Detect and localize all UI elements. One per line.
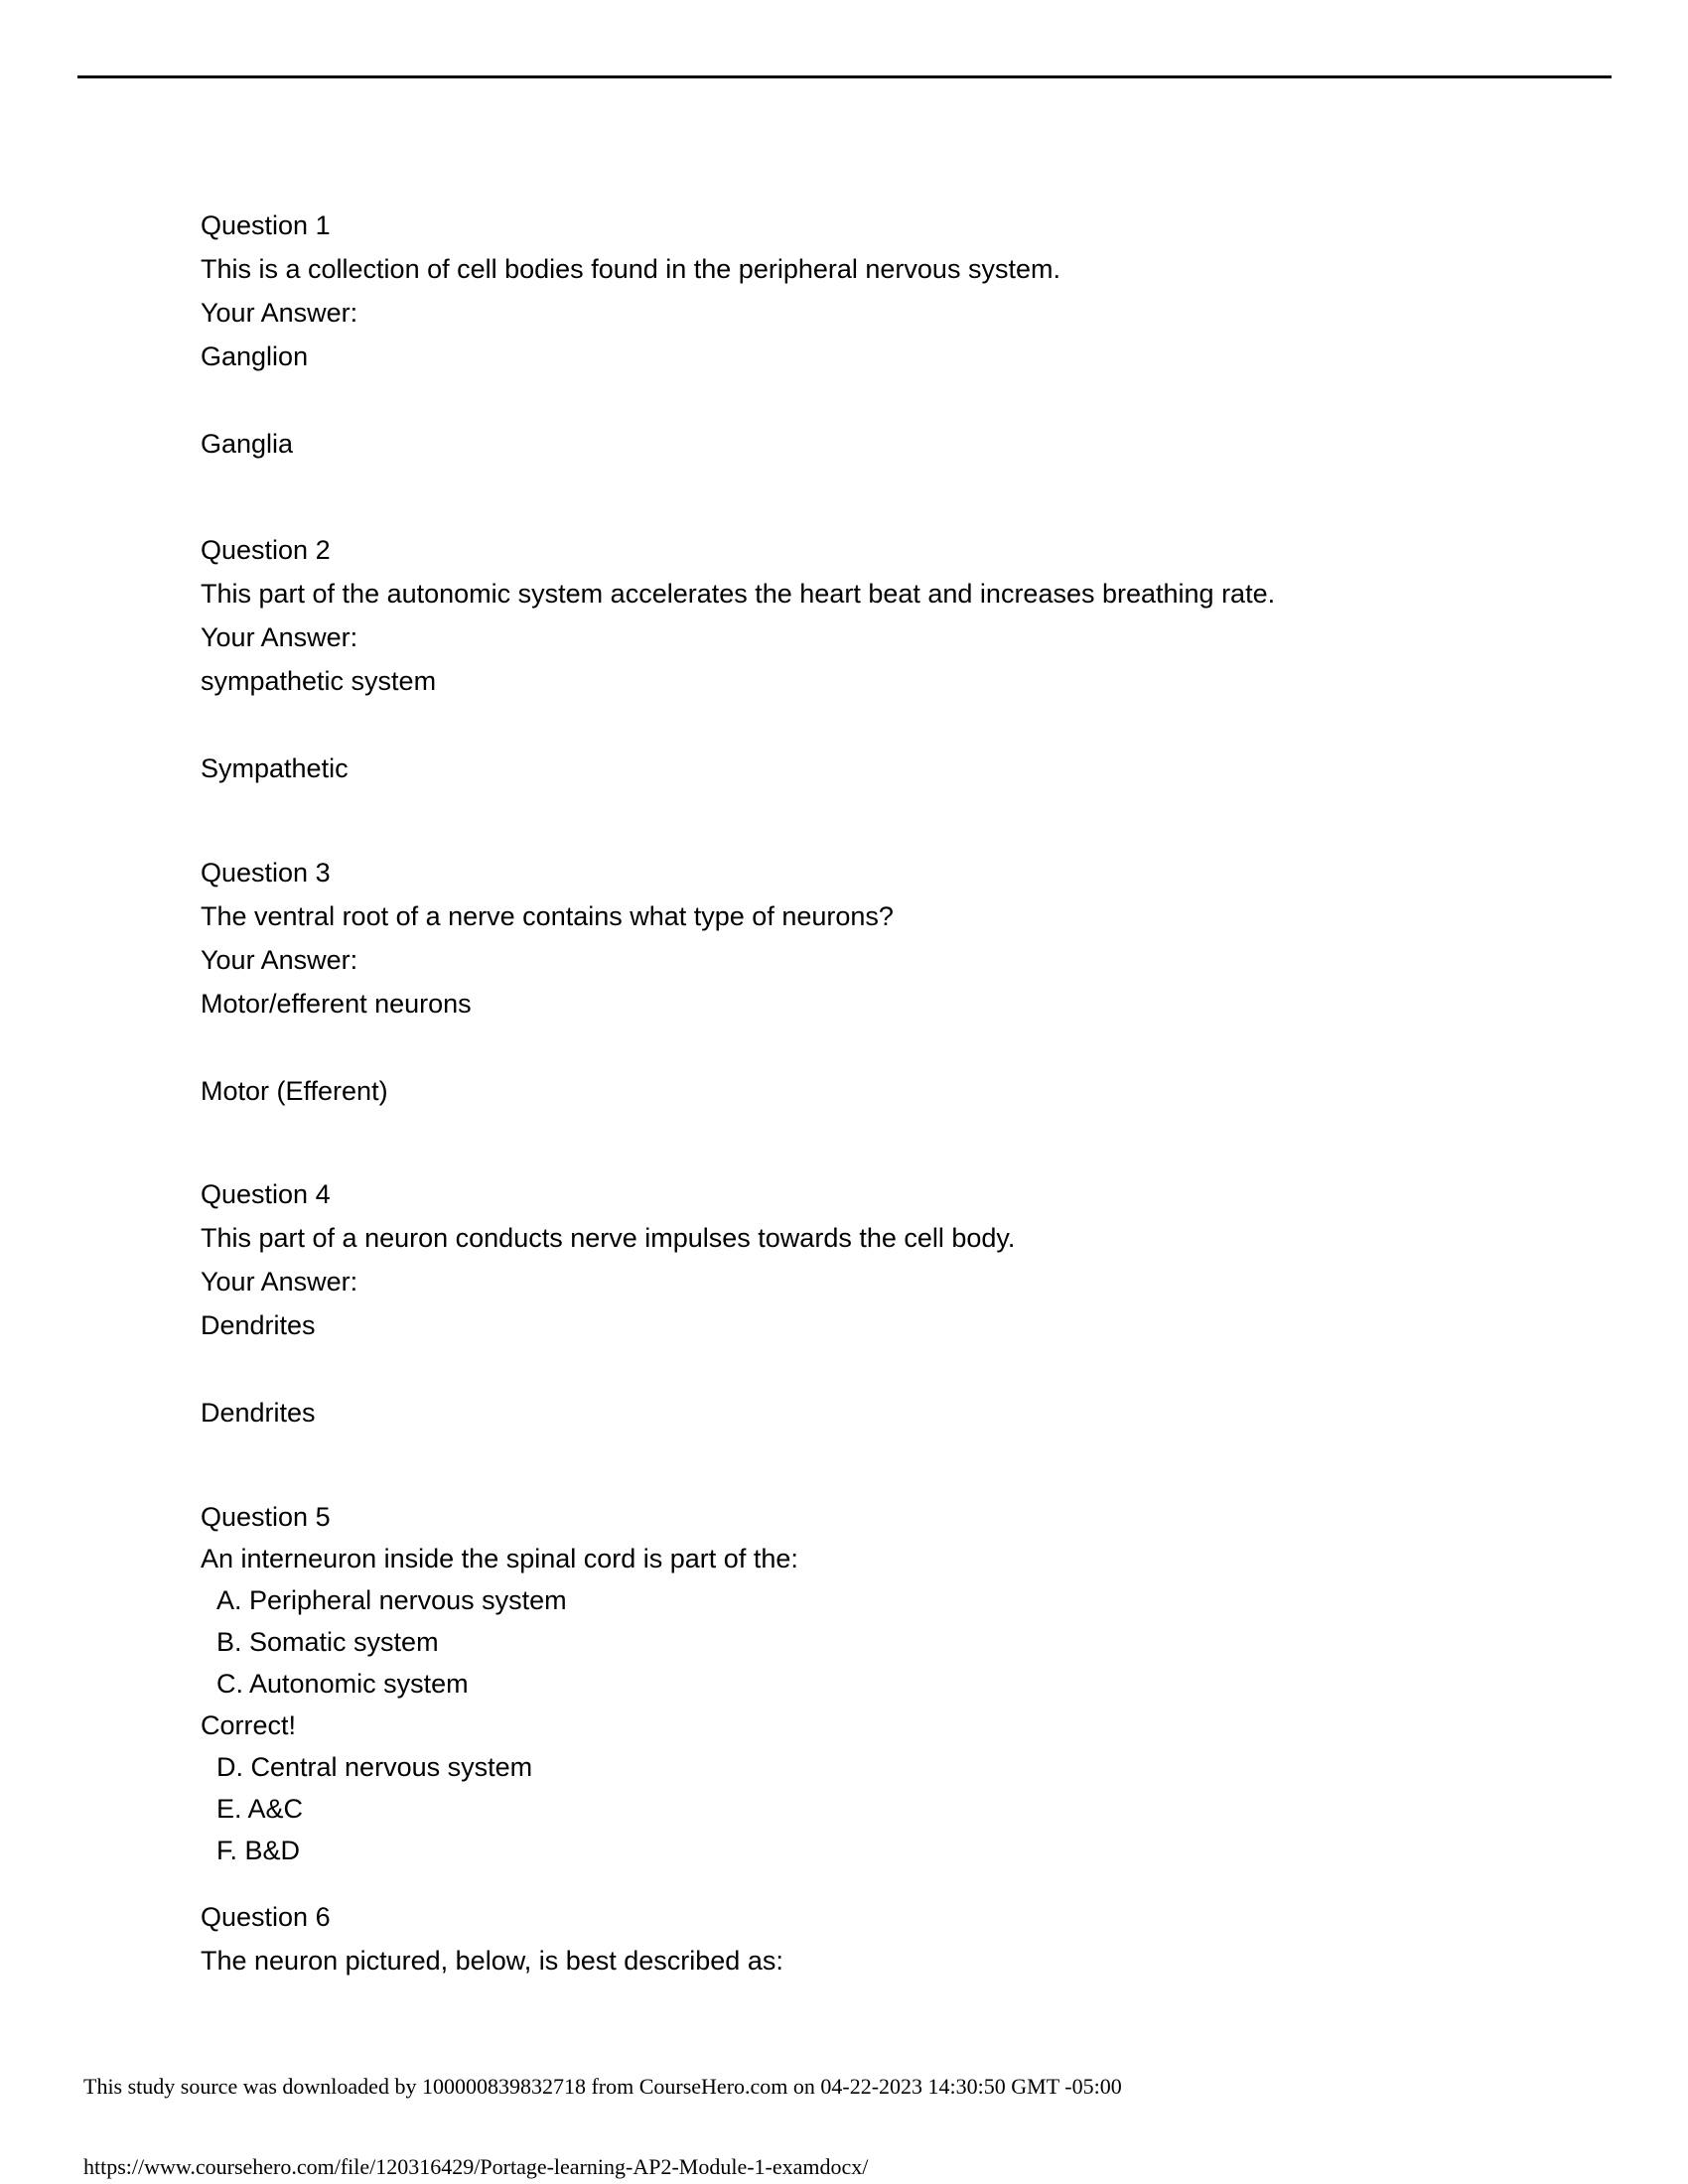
question-4-prompt: This part of a neuron conducts nerve impulses towards the cell body. <box>201 1223 1016 1253</box>
source-url: https://www.coursehero.com/file/120316429/Portage-learning-AP2-Module-1-examdocx/ <box>83 2154 869 2179</box>
question-1-your-answer-value: Ganglion <box>201 341 309 371</box>
question-3-block <box>201 851 1611 1113</box>
question-4-your-answer-value: Dendrites <box>201 1310 316 1340</box>
question-2-title: Question 2 <box>201 535 331 565</box>
blank-line <box>201 378 1611 422</box>
question-3-your-answer-label: Your Answer: <box>201 945 358 975</box>
question-5-option-f: F. B&D <box>216 1836 301 1865</box>
question-4-block <box>201 1172 1611 1434</box>
question-4-correct-answer: Dendrites <box>201 1398 316 1428</box>
question-6-prompt: The neuron pictured, below, is best described as: <box>201 1946 783 1976</box>
question-4-title: Question 4 <box>201 1179 331 1209</box>
question-3-correct-answer: Motor (Efferent) <box>201 1076 388 1106</box>
question-2-block <box>201 528 1611 790</box>
question-3-your-answer-value: Motor/efferent neurons <box>201 989 472 1019</box>
blank-line <box>201 703 1611 747</box>
question-5-option-b: B. Somatic system <box>216 1627 439 1657</box>
blank-line <box>201 1025 1611 1069</box>
download-attribution-note: This study source was downloaded by 100000839832718 from CourseHero.com on 04-22-2023 14:30:50 GMT -05:00 <box>83 2074 1122 2099</box>
question-5-option-e: E. A&C <box>216 1794 304 1824</box>
question-4-your-answer-label: Your Answer: <box>201 1267 358 1297</box>
question-1-your-answer-label: Your Answer: <box>201 298 358 328</box>
top-rule-divider <box>77 75 1612 78</box>
question-5-title: Question 5 <box>201 1502 331 1532</box>
question-1-title: Question 1 <box>201 210 331 240</box>
question-5-prompt: An interneuron inside the spinal cord is part of the: <box>201 1544 798 1573</box>
question-6-title: Question 6 <box>201 1902 331 1932</box>
question-5-option-d: D. Central nervous system <box>216 1752 533 1782</box>
question-1-block <box>201 204 1611 466</box>
question-5-option-c: C. Autonomic system <box>216 1669 469 1699</box>
question-5-option-a: A. Peripheral nervous system <box>216 1585 567 1615</box>
question-5-correct-marker: Correct! <box>201 1710 297 1740</box>
question-2-your-answer-label: Your Answer: <box>201 622 358 652</box>
question-3-title: Question 3 <box>201 858 331 887</box>
question-2-correct-answer: Sympathetic <box>201 753 349 783</box>
question-6-block <box>201 1895 1611 1982</box>
question-2-your-answer-value: sympathetic system <box>201 666 437 696</box>
question-5-block <box>201 1496 1611 1871</box>
question-1-prompt: This is a collection of cell bodies found in the peripheral nervous system. <box>201 254 1060 284</box>
question-1-correct-answer: Ganglia <box>201 429 294 459</box>
question-3-prompt: The ventral root of a nerve contains what type of neurons? <box>201 901 894 931</box>
question-2-prompt: This part of the autonomic system accelerates the heart beat and increases breathing rate. <box>201 579 1276 609</box>
blank-line <box>201 1347 1611 1391</box>
